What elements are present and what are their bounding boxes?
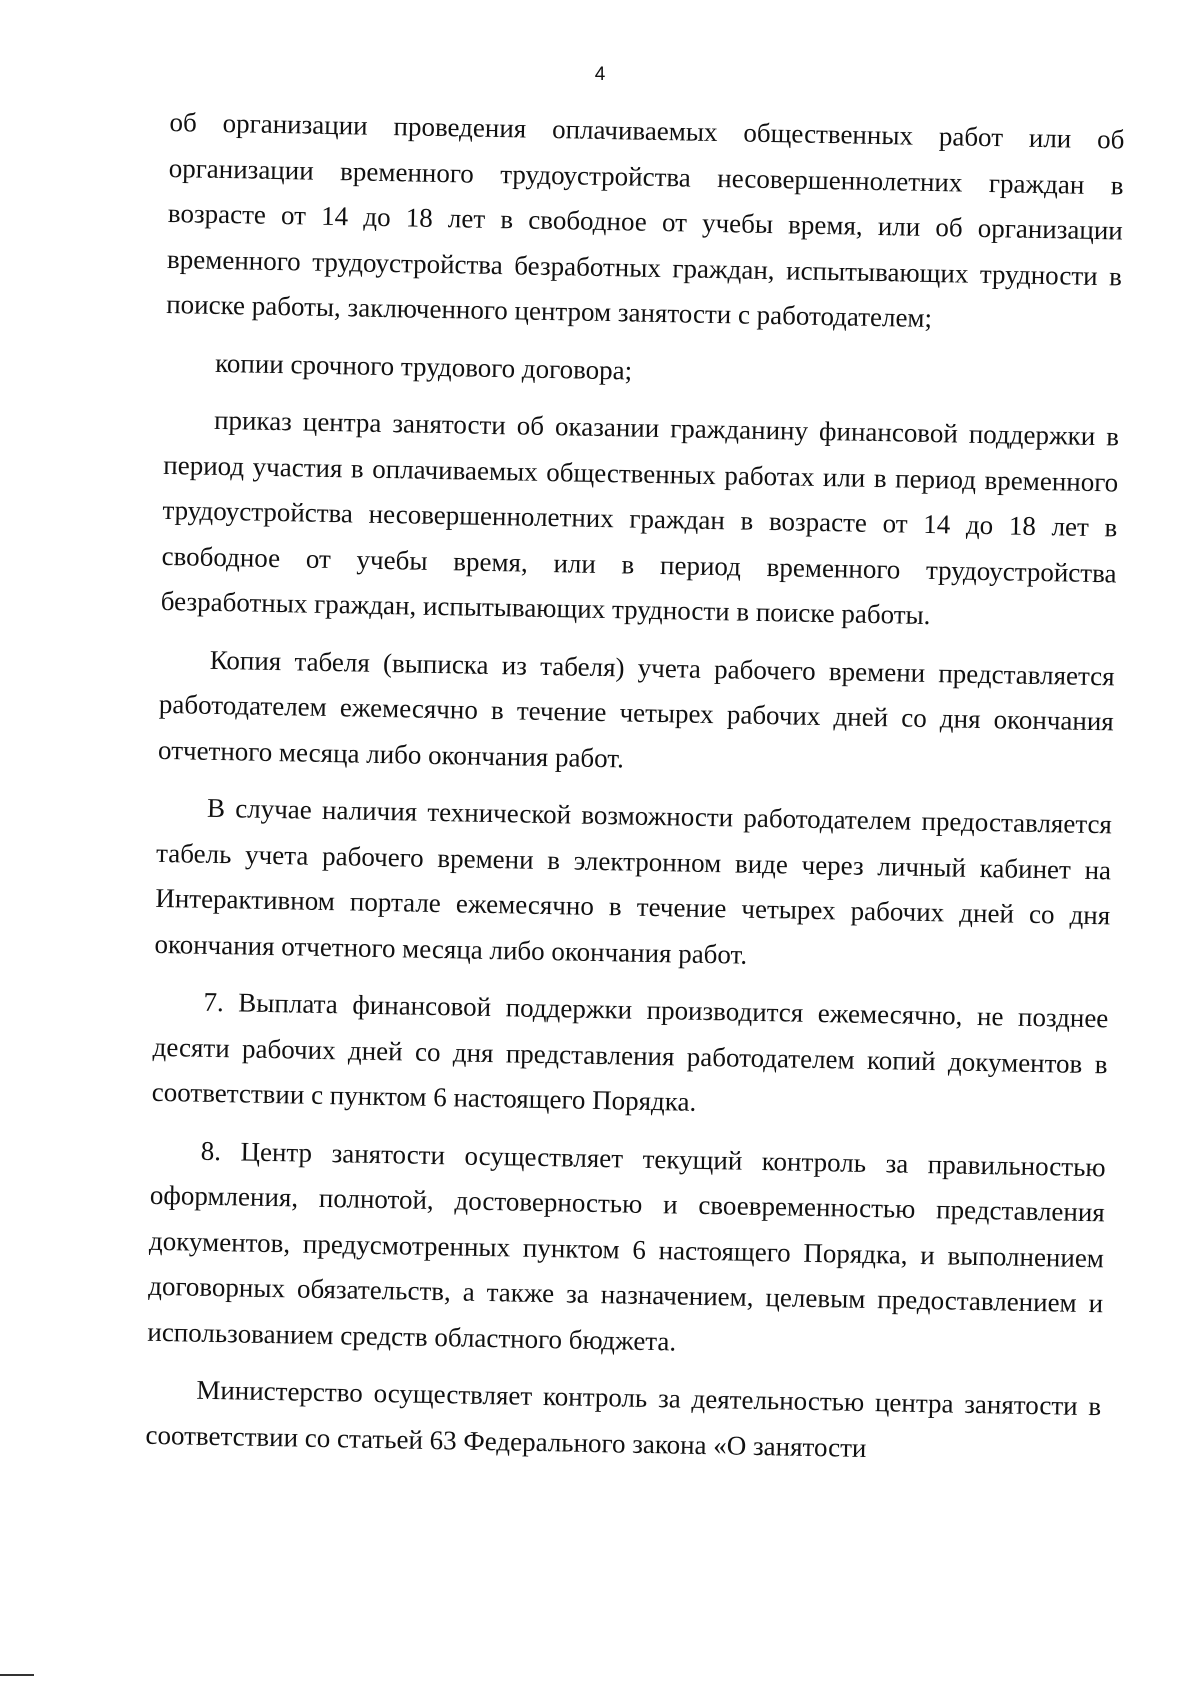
paragraph-item-8: 8. Центр занятости осуществляет текущий контроль за правильностью оформления, полнотой, достоверностью и своевременностью представления документов, предусмотренных пунктом 6 настоящего Порядка, и выполнением договорных обязательств, а также за назначением, целевым предоставлением и использованием средств областного бюджета. bbox=[147, 1135, 1106, 1356]
paragraph-electronic-timesheet: В случае наличия технической возможности работодателем предоставляется табель учета рабочего времени в электронном виде через личный кабинет на Интерактивном портале ежемесячно в течение четырех рабочих дней со дня окончания отчетного месяца либо окончания работ. bbox=[154, 792, 1113, 970]
paragraph-ministry-control: Министерство осуществляет контроль за деятельностью центра занятости в соответствии со статьей 63 Федерального закона «О занятости bbox=[145, 1374, 1102, 1463]
paragraph-agreement: об организации проведения оплачиваемых общественных работ или об организации временного трудоустройства несовершеннолетних граждан в возрасте от 14 до 18 лет в свободное от учебы время, или об организации временного трудоустройства безработных граждан, испытывающих трудности в поиске работы, заключенного центром занятости с работодателем; bbox=[165, 106, 1125, 333]
scan-edge-mark bbox=[0, 1674, 34, 1676]
paragraph-contract-copy: копии срочного трудового договора; bbox=[214, 347, 633, 386]
paragraph-item-7: 7. Выплата финансовой поддержки производится ежемесячно, не позднее десяти рабочих дней со дня представления работодателем копий документов в соответствии с пунктом 6 настоящего Порядка. bbox=[151, 986, 1109, 1117]
document-body bbox=[145, 100, 1125, 1475]
paragraph-order: приказ центра занятости об оказании гражданину финансовой поддержки в период участия в оплачиваемых общественных работах или в период временного трудоустройства несовершеннолетних граждан в возрасте от 14 до 18 лет в свободное от учебы время, или в период временного трудоустройства безработных граждан, испытывающих трудности в поиске работы. bbox=[160, 404, 1120, 631]
page-number: 4 bbox=[594, 64, 606, 85]
paragraph-timesheet-copy: Копия табеля (выписка из табеля) учета рабочего времени представляется работодателем ежемесячно в течение четырех рабочих дней со дня окончания отчетного месяца либо окончания работ. bbox=[157, 644, 1115, 773]
